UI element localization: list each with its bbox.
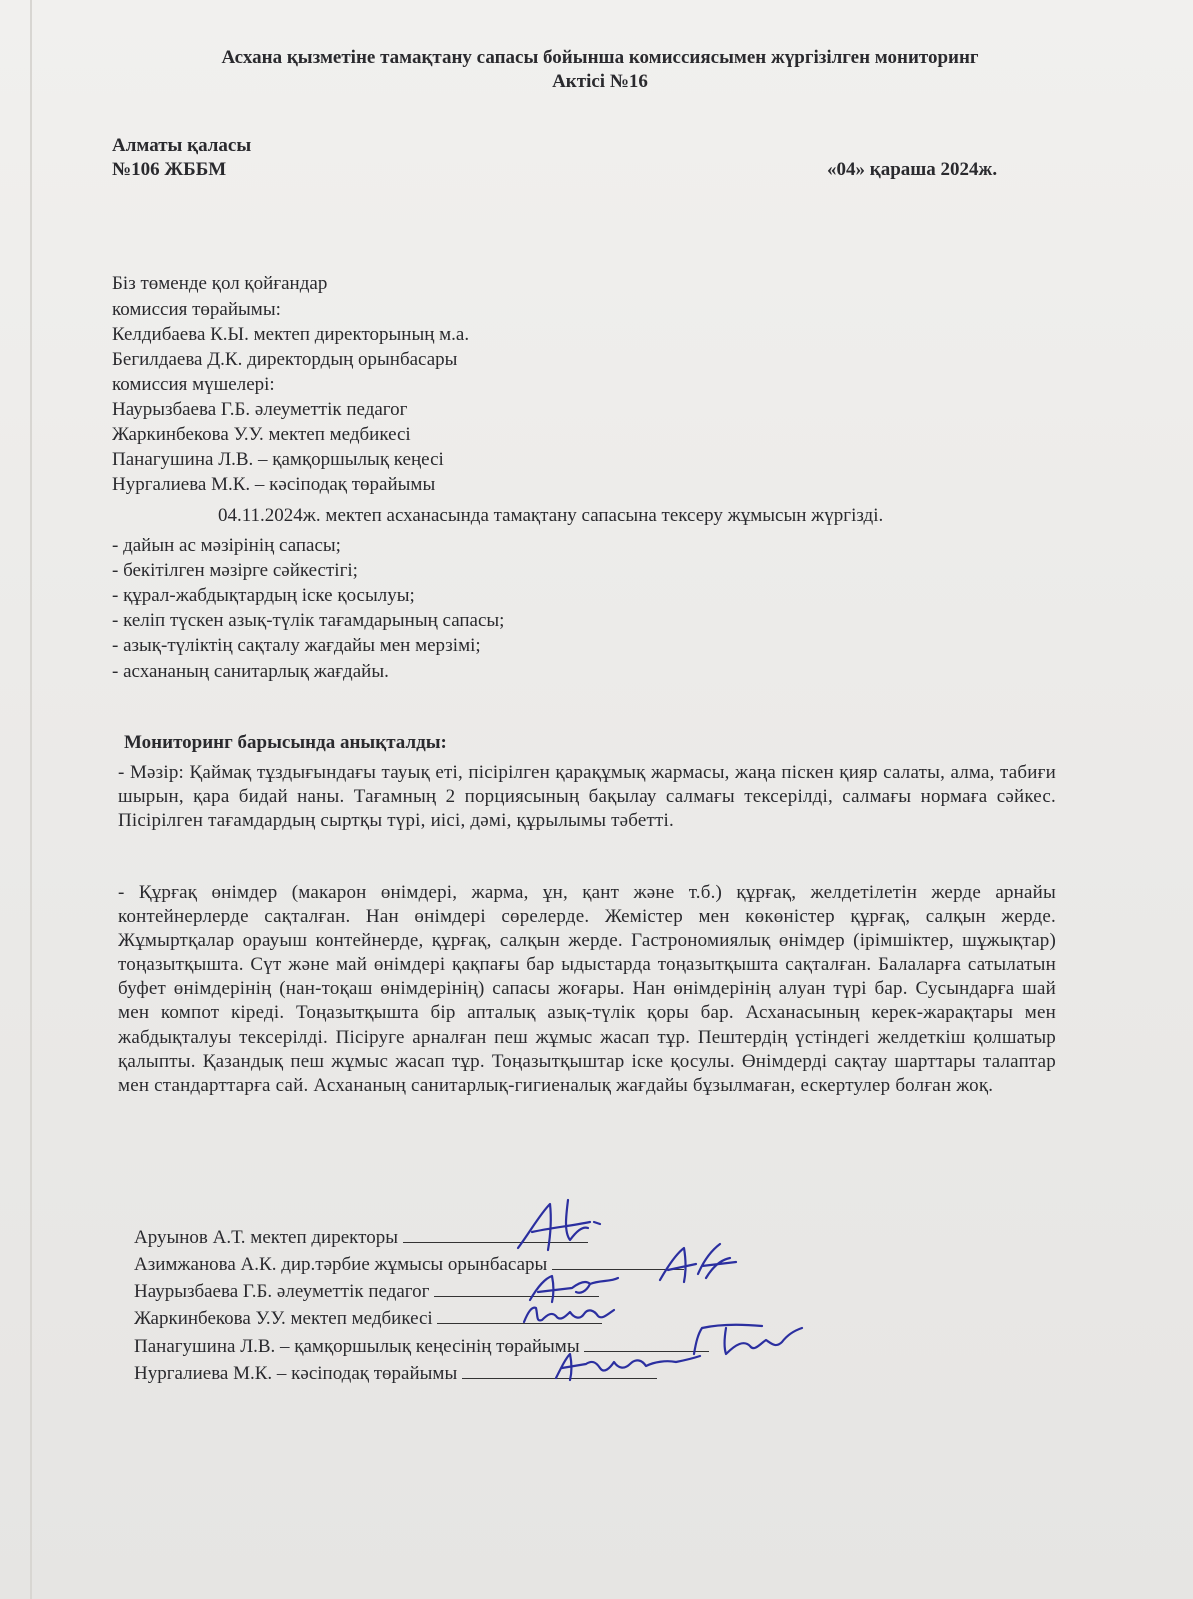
intro-line: комиссия мүшелері: [112,374,275,395]
signature-nurgalieva [544,1340,704,1390]
check-item: - бекітілген мәзірге сәйкестігі; [112,560,358,581]
city: Алматы қаласы [112,135,252,156]
check-statement: 04.11.2024ж. мектеп асханасында тамақтану сапасына тексеру жұмысын жүргізді. [218,505,884,526]
intro-line: комиссия төрайымы: [112,299,281,320]
title-line-2: Актісі №16 [552,71,648,92]
intro-line: Жаркинбекова У.У. мектеп медбикесі [112,424,411,445]
intro-line: Нургалиева М.К. – кәсіподақ төрайымы [112,474,436,495]
signature-zharkinbekova [514,1292,634,1332]
findings-paragraph-2: - Құрғақ өнімдер (макарон өнімдері, жарма, ұн, қант және т.б.) құрғақ, желдетілетін жерде арнайы контейнерлерде сақталған. Нан өнімдері сөрелерде. Жемістер мен көкөністер құрғақ, салқын жерде. Жұмыртқалар орауыш контейнерде, құрғақ, салқын жерде. Гастрономиялық өнімдер (ірімшіктер, шұжықтар) тоңазытқышта. Сүт және май өнімдері қақпағы бар ыдыстарда тоңазытқышта сақталған. Балаларға сатылатын буфет өнімдерінің (нан-тоқаш өнімдерінің) сапасы жоғары. Нан өнімдерінің алуан түрі бар. Сусындарға шай мен компот кіреді. Тоңазытқышта бір апталық азық-түлік қоры бар. Асханасының керек-жарақтары мен жабдықталуы тексерілді. Пісіруге арналған пеш жұмыс жасап тұр. Пештердің үстіндегі желдеткіш қолшатыр қалыпты. Қазандық пеш жұмыс жасап тұр. Тоңазытқыштар іске қосулы. Өнімдерді сақтау шарттары талаптар мен стандарттарға сай. Асхананың санитарлық-гигиеналық жағдайы бұзылмаған, ескертулер болған жоқ. [118,882,1056,1096]
school-name: №106 ЖББМ [112,159,227,180]
findings-heading: Мониторинг барысында анықталды: [124,732,447,753]
document-title [100,46,1100,94]
signatory-name: Панагушина Л.В. – қамқоршылық кеңесінің төрайымы [134,1336,580,1357]
title-line-1: Асхана қызметіне тамақтану сапасы бойынша комиссиясымен жүргізілген мониторинг [221,47,979,68]
check-item: - азық-түліктің сақталу жағдайы мен мерзімі; [112,635,481,656]
intro-line: Келдибаева К.Ы. мектеп директорының м.а. [112,324,470,345]
signature-azimzhanova [650,1232,750,1292]
paper-edge [30,0,32,1599]
signature-aruynov [510,1192,620,1262]
check-item: - құрал-жабдықтардың іске қосылуы; [112,585,415,606]
intro-line: Панагушина Л.В. – қамқоршылық кеңесі [112,449,444,470]
signatory-name: Наурызбаева Г.Б. әлеуметтік педагог [134,1281,430,1302]
intro-line: Бегилдаева Д.К. директордың орынбасары [112,349,458,370]
check-item: - келіп түскен азық-түлік тағамдарының сапасы; [112,610,505,631]
intro-line: Наурызбаева Г.Б. әлеуметтік педагог [112,399,408,420]
signatory-name: Аруынов А.Т. мектеп директоры [134,1227,398,1248]
signatory-name: Нургалиева М.К. – кәсіподақ төрайымы [134,1363,458,1384]
signatory-name: Азимжанова А.К. дир.тәрбие жұмысы орынбасары [134,1254,548,1275]
check-item: - асхананың санитарлық жағдайы. [112,661,389,682]
intro-line: Біз төменде қол қойғандар [112,273,328,294]
document-date: «04» қараша 2024ж. [827,159,998,180]
signatory-name: Жаркинбекова У.У. мектеп медбикесі [134,1308,433,1329]
findings-paragraph-1: - Мәзір: Қаймақ тұздығындағы тауық еті, пісірілген қарақұмық жармасы, жаңа піскен қияр салаты, алма, табиғи шырын, қара бидай наны. Тағамның 2 порциясының бақылау салмағы тексерілді, салмағы нормаға сәйкес. Пісірілген тағамдардың сыртқы түрі, иісі, дәмі, құрылымы тәбетті. [118,762,1056,832]
check-item: - дайын ас мәзірінің сапасы; [112,535,341,556]
